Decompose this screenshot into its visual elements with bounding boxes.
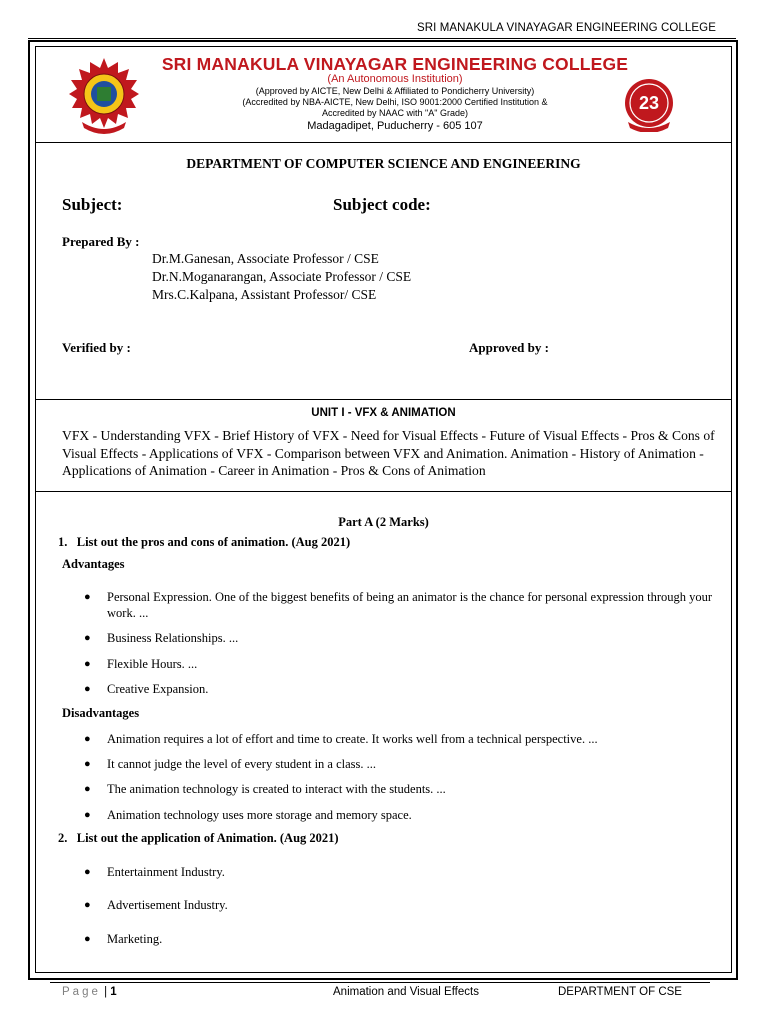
autonomous-note: (An Autonomous Institution) [327, 73, 463, 85]
question-text: List out the pros and cons of animation. (Aug 2021) [76, 535, 351, 549]
list-item: ● Animation requires a lot of effort and time to create. It works well from a technical perspective. ... [84, 732, 598, 746]
badge-number: 23 [638, 93, 660, 113]
verified-by-label: Verified by : [62, 340, 131, 355]
anniversary-badge-icon [622, 78, 676, 132]
department-title: DEPARTMENT OF COMPUTER SCIENCE AND ENGINEERING [186, 156, 581, 171]
college-emblem-icon [68, 56, 140, 136]
accreditation-note-1: (Accredited by NBA-AICTE, New Delhi, ISO 9001:2000 Certified Institution & [242, 97, 548, 107]
divider [35, 491, 732, 492]
list-item: ● Personal Expression. One of the biggest benefits of being an animator is the chance for personal expression through your work. ... [84, 590, 713, 620]
divider [35, 399, 732, 400]
advantages-heading: Advantages [62, 557, 125, 571]
approval-note: (Approved by AICTE, New Delhi & Affiliated to Pondicherry University) [255, 86, 535, 96]
page-separator: | [104, 986, 108, 998]
college-address: Madagadipet, Puducherry - 605 107 [307, 120, 483, 132]
list-item: ● Business Relationships. ... [84, 631, 239, 645]
question-number: 2. [58, 831, 68, 845]
list-item: ● Creative Expansion. [84, 682, 209, 696]
subject-code-label: Subject code: [333, 195, 431, 214]
page-word: Page [62, 986, 101, 998]
question-1 [58, 535, 350, 550]
list-item: ● Entertainment Industry. [84, 865, 225, 879]
page-number-value: 1 [110, 986, 117, 998]
divider [35, 142, 732, 143]
subject-label: Subject: [62, 195, 123, 214]
question-number: 1. [58, 535, 68, 549]
preparer-1: Dr.M.Ganesan, Associate Professor / CSE [152, 251, 379, 266]
accreditation-note-2: Accredited by NAAC with "A" Grade) [322, 108, 468, 118]
question-text: List out the application of Animation. (Aug 2021) [76, 831, 339, 845]
preparer-2: Dr.N.Moganarangan, Associate Professor / CSE [152, 269, 412, 284]
question-2 [58, 831, 339, 846]
list-item: ● Flexible Hours. ... [84, 657, 198, 671]
college-name: SRI MANAKULA VINAYAGAR ENGINEERING COLLEGE [161, 54, 629, 74]
list-item: ● Animation technology uses more storage and memory space. [84, 808, 412, 822]
preparer-3: Mrs.C.Kalpana, Assistant Professor/ CSE [152, 287, 377, 302]
prepared-by-label: Prepared By : [62, 234, 140, 249]
page-number [62, 986, 117, 998]
unit-description: VFX - Understanding VFX - Brief History of VFX - Need for Visual Effects - Future of Visual Effects - Pros & Cons of Visual Effects - Applications of VFX - Comparison between VFX and Animation. Animation - History of Animation - Applications of Animation - Career in Animation - Pros & Cons of Animation [62, 428, 715, 478]
list-item: ● The animation technology is created to interact with the students. ... [84, 782, 446, 796]
footer-department: DEPARTMENT OF CSE [558, 986, 682, 998]
running-header: SRI MANAKULA VINAYAGAR ENGINEERING COLLEGE [416, 22, 716, 34]
approved-by-label: Approved by : [469, 340, 549, 355]
part-a-heading: Part A (2 Marks) [338, 515, 429, 529]
list-item: ● It cannot judge the level of every student in a class. ... [84, 757, 377, 771]
header-rule [28, 38, 736, 39]
list-item: ● Marketing. [84, 932, 163, 946]
footer-subject: Animation and Visual Effects [333, 986, 479, 998]
disadvantages-heading: Disadvantages [62, 706, 140, 720]
list-item: ● Advertisement Industry. [84, 898, 228, 912]
unit-title: UNIT I - VFX & ANIMATION [311, 407, 456, 419]
footer-rule [50, 982, 710, 983]
